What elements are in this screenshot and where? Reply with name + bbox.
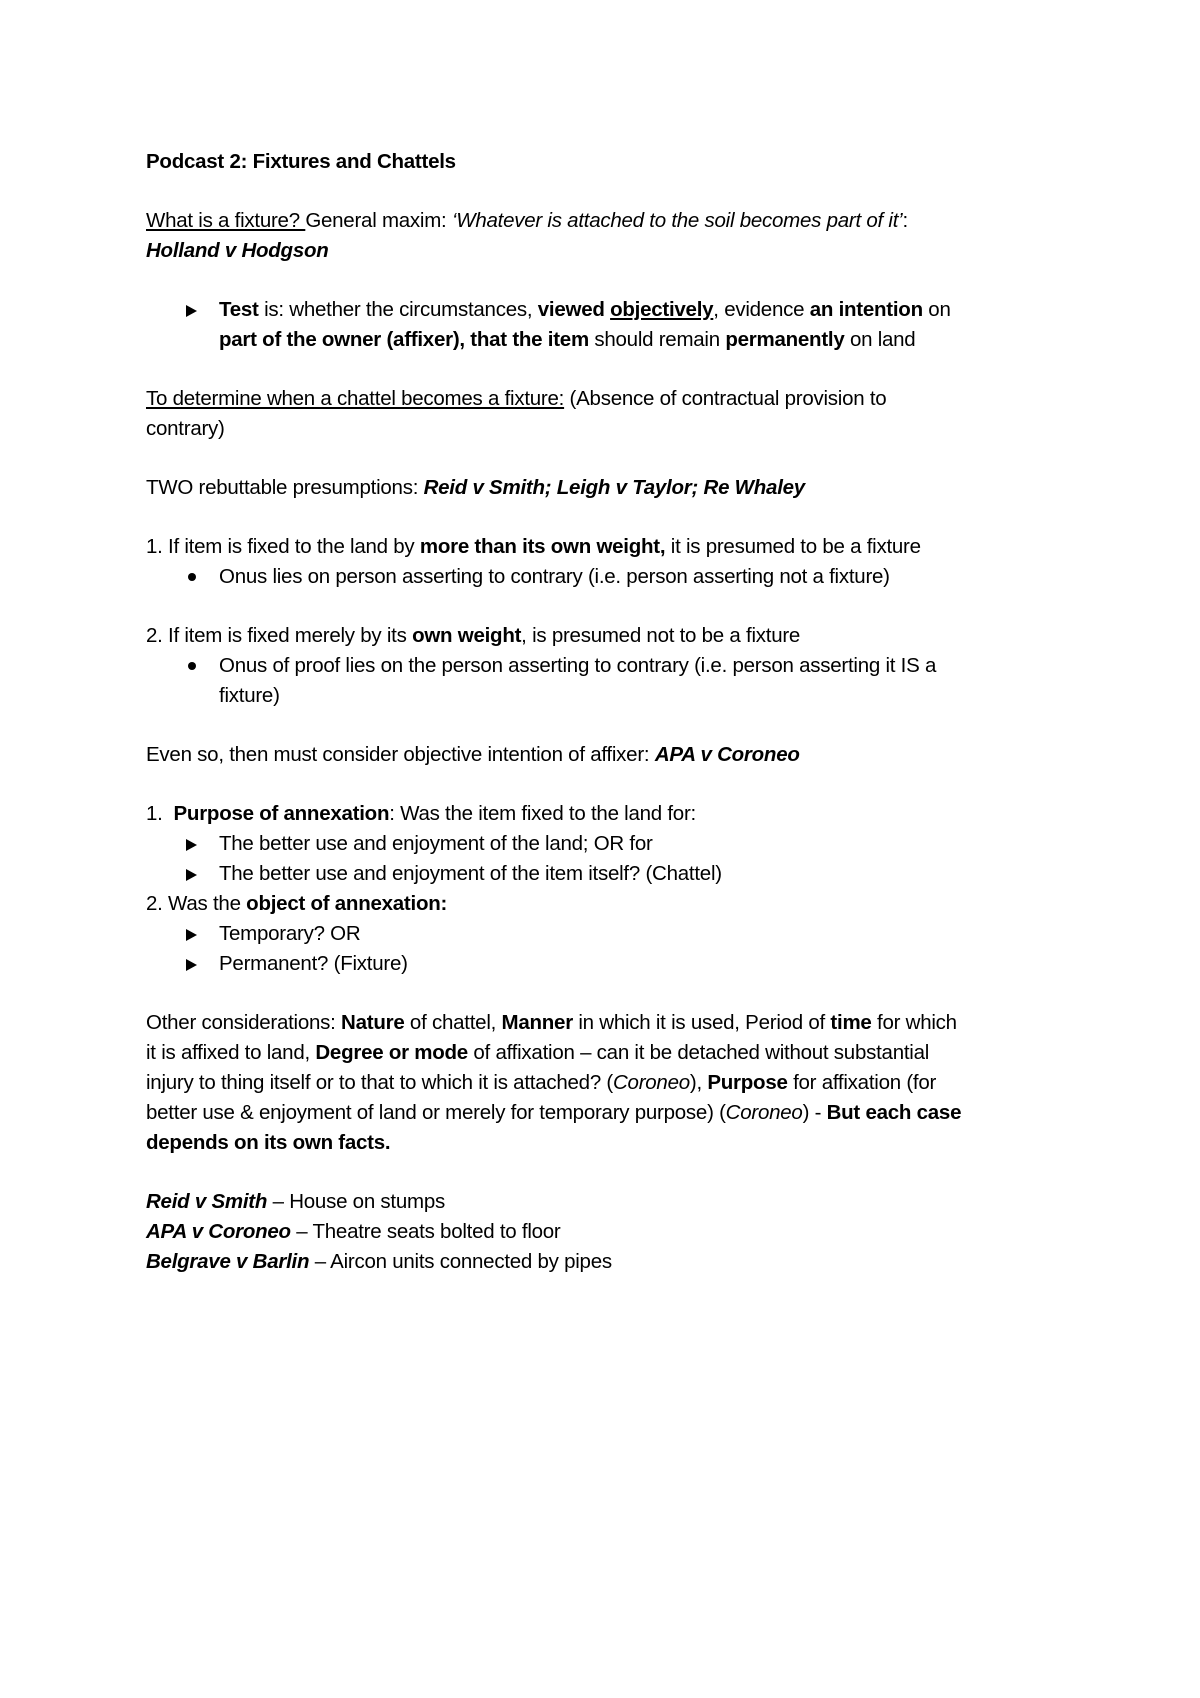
fixture-definition: What is a fixture? General maxim: ‘Whatever is attached to the soil becomes part of it’: [146,209,908,232]
test-line-2: part of the owner (affixer), that the item should remain permanently on land [219,328,916,351]
case-entry: Belgrave v Barlin – Aircon units connected by pipes [146,1250,612,1273]
object-line: 2. Was the object of annexation: [146,892,448,915]
other-line-2: it is affixed to land, Degree or mode of affixation – can it be detached without substantial [146,1041,930,1064]
other-line-4: better use & enjoyment of land or merely for temporary purpose) (Coroneo) - But each case [146,1101,962,1124]
presumption-2-bullet-cont: fixture) [219,684,280,707]
other-line-3: injury to thing itself or to that to which it is attached? (Coroneo), Purpose for affixation (for [146,1071,937,1094]
dot-bullet-icon [183,651,205,681]
test-line-1: Test is: whether the circumstances, viewed objectively, evidence an intention on [219,298,951,321]
object-option-1: Temporary? OR [219,922,361,945]
purpose-option-2: The better use and enjoyment of the item itself? (Chattel) [219,862,722,885]
presumption-2: 2. If item is fixed merely by its own weight, is presumed not to be a fixture [146,624,801,647]
other-line-1: Other considerations: Nature of chattel, Manner in which it is used, Period of time for which [146,1011,957,1034]
purpose-option-1: The better use and enjoyment of the land; OR for [219,832,653,855]
arrow-bullet-icon [183,919,205,949]
fixture-heading: What is a fixture? [146,209,306,232]
presumptions-line: TWO rebuttable presumptions: Reid v Smith; Leigh v Taylor; Re Whaley [146,476,805,499]
presumption-1-bullet: Onus lies on person asserting to contrary (i.e. person asserting not a fixture) [219,565,890,588]
even-so-line: Even so, then must consider objective intention of affixer: APA v Coroneo [146,743,800,766]
purpose-line: 1. Purpose of annexation: Was the item fixed to the land for: [146,802,696,825]
case-entry: Reid v Smith – House on stumps [146,1190,445,1213]
presumption-2-bullet: Onus of proof lies on the person asserting to contrary (i.e. person asserting it IS a [219,654,937,677]
object-option-2: Permanent? (Fixture) [219,952,408,975]
arrow-bullet-icon [183,829,205,859]
determine-line-2: contrary) [146,417,225,440]
page-title: Podcast 2: Fixtures and Chattels [146,150,456,173]
case-entry: APA v Coroneo – Theatre seats bolted to floor [146,1220,561,1243]
presumption-1: 1. If item is fixed to the land by more than its own weight, it is presumed to be a fixture [146,535,921,558]
arrow-bullet-icon [183,295,205,325]
determine-line-1: To determine when a chattel becomes a fixture: (Absence of contractual provision to [146,387,887,410]
determine-heading: To determine when a chattel becomes a fixture: [146,387,565,410]
other-line-5: depends on its own facts. [146,1131,391,1154]
dot-bullet-icon [183,562,205,592]
fixture-case: Holland v Hodgson [146,239,329,262]
arrow-bullet-icon [183,949,205,979]
maxim-quote: ‘Whatever is attached to the soil becomes part of it’ [451,209,903,232]
arrow-bullet-icon [183,859,205,889]
